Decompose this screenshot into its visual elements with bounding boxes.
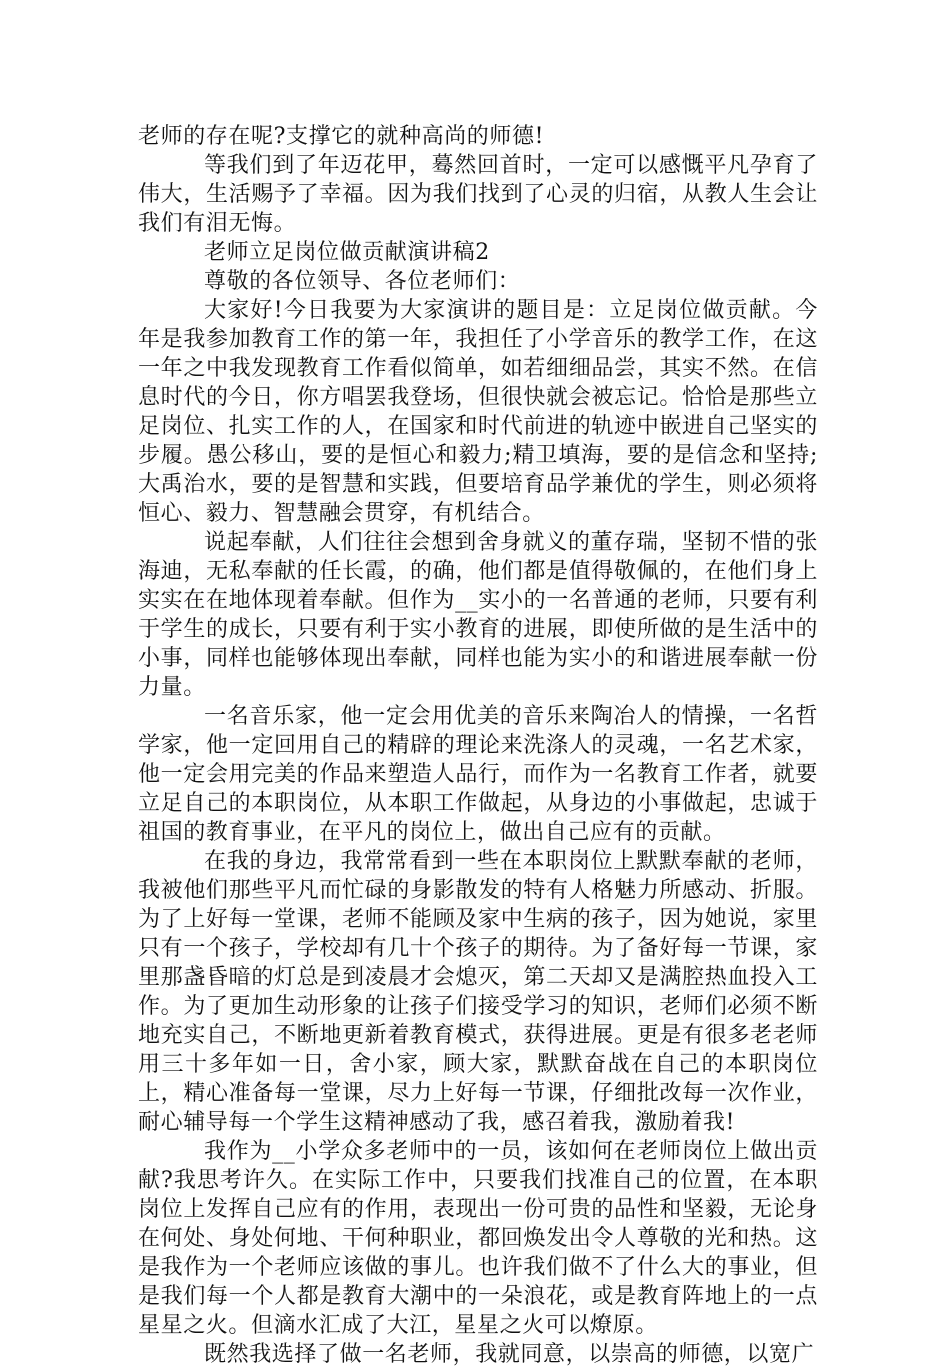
paragraph-2: 等我们到了年迈花甲，蓦然回首时，一定可以感慨平凡孕育了伟大，生活赐予了幸福。因为我们找到了心灵的归宿，从教人生会让我们有泪无悔。 [138,153,818,236]
document-body [138,122,818,1369]
paragraph-8: 在我的身边，我常常看到一些在本职岗位上默默奉献的老师，我被他们那些平凡而忙碌的身影散发的特有人格魅力所感动、折服。为了上好每一堂课，老师不能顾及家中生病的孩子，因为她说，家里只有一个孩子，学校却有几十个孩子的期待。为了备好每一节课，家里那盏昏暗的灯总是到凌晨才会熄灭，第二天却又是满腔热血投入工作。为了更加生动形象的让孩子们接受学习的知识，老师们必须不断地充实自己，不断地更新着教育模式，获得进展。更是有很多老老师用三十多年如一日，舍小家，顾大家，默默奋战在自己的本职岗位上，精心准备每一堂课，尽力上好每一节课，仔细批改每一次作业，耐心辅导每一个学生这精神感动了我，感召着我，激励着我! [138,849,818,1135]
salutation: 尊敬的各位领导、各位老师们： [204,269,521,294]
paragraph-7: 一名音乐家，他一定会用优美的音乐来陶冶人的情操，一名哲学家，他一定回用自己的精辟的理论来洗涤人的灵魂，一名艺术家，他一定会用完美的作品来塑造人品行，而作为一名教育工作者，就要立足自己的本职岗位，从本职工作做起，从身边的小事做起，忠诚于祖国的教育事业，在平凡的岗位上，做出自己应有的贡献。 [138,704,818,845]
paragraph-10: 既然我选择了做一名老师，我就同意，以崇高的师德，以宽广 [204,1342,815,1367]
paragraph-5: 大家好!今日我要为大家演讲的题目是：立足岗位做贡献。今年是我参加教育工作的第一年，我担任了小学音乐的教学工作，在这一年之中我发现教育工作看似简单，如若细细品尝，其实不然。在信息时代的今日，你方唱罢我登场，但很快就会被忘记。恰恰是那些立足岗位、扎实工作的人，在国家和时代前进的轨迹中嵌进自己坚实的步履。愚公移山，要的是恒心和毅力;精卫填海，要的是信念和坚持;大禹治水，要的是智慧和实践，但要培育品学兼优的学生，则必须将恒心、毅力、智慧融会贯穿，有机结合。 [138,298,818,526]
paragraph-6: 说起奉献，人们往往会想到舍身就义的董存瑞，坚韧不惜的张海迪，无私奉献的任长霞，的确，他们都是值得敬佩的，在他们身上实实在在地体现着奉献。但作为__实小的一名普通的老师，只要有利于学生的成长，只要有利于实小教育的进展，即使所做的是生活中的小事，同样也能够体现出奉献，同样也能为实小的和谐进展奉献一份力量。 [138,530,818,700]
paragraph-1: 老师的存在呢?支撑它的就种高尚的师德! [138,124,545,149]
paragraph-9: 我作为__小学众多老师中的一员，该如何在老师岗位上做出贡献?我思考许久。在实际工作中，只要我们找准自己的位置，在本职岗位上发挥自己应有的作用，表现出一份可贵的品性和坚毅，无论身在何处、身处何地、干何种职业，都回焕发出令人尊敬的光和热。这是我作为一个老师应该做的事儿。也许我们做不了什么大的事业，但是我们每一个人都是教育大潮中的一朵浪花，或是教育阵地上的一点星星之火。但滴水汇成了大江，星星之火可以燎原。 [138,1139,818,1338]
section-title: 老师立足岗位做贡献演讲稿2 [204,240,490,265]
